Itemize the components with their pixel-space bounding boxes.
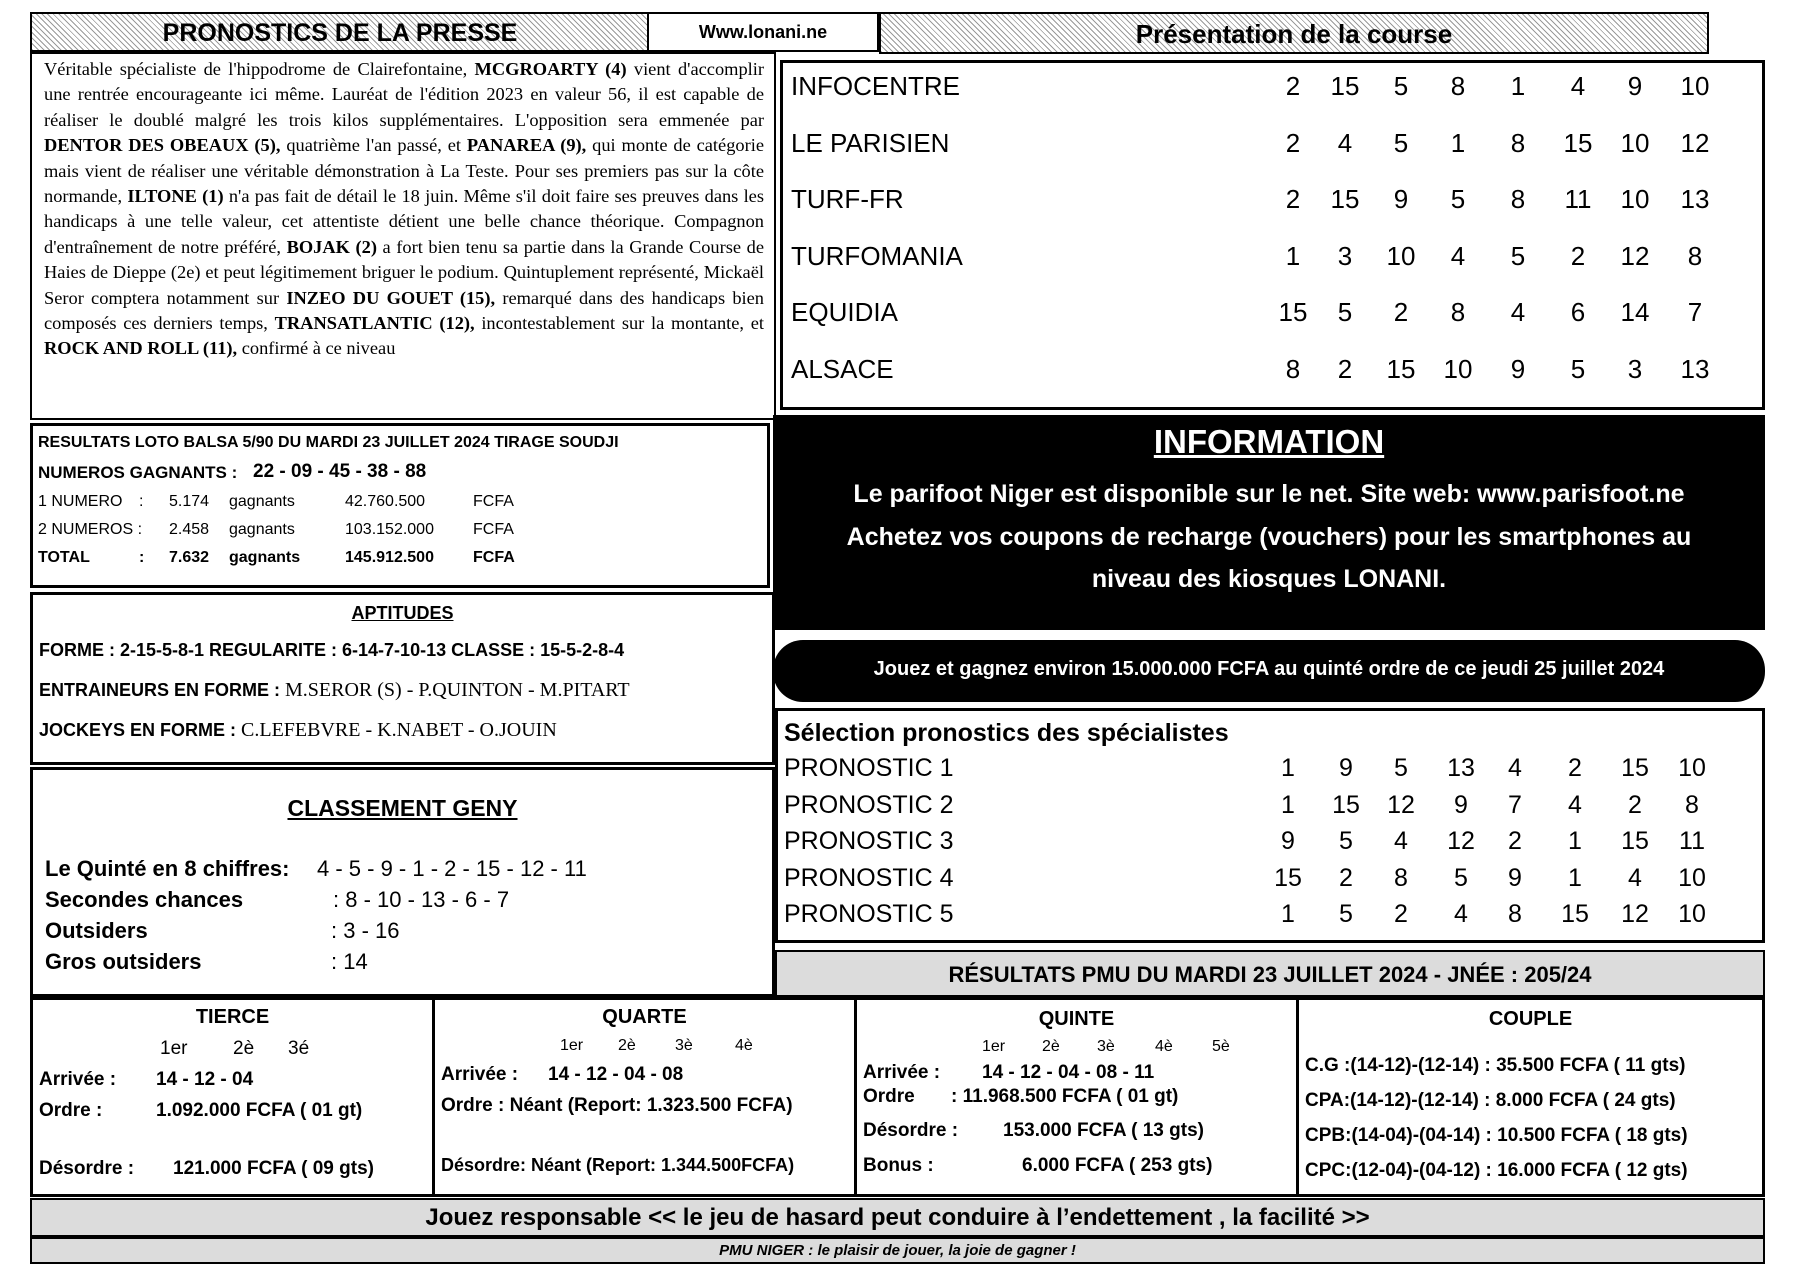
horse-number: 1: [1510, 71, 1526, 101]
horse-number: 9: [1339, 754, 1353, 782]
loto-count: 5.174: [169, 493, 210, 510]
tierce-ordre-label: Ordre :: [39, 1100, 103, 1121]
geny-value: : 14: [331, 949, 368, 974]
geny-value: : 8 - 10 - 13 - 6 - 7: [333, 887, 510, 912]
horse-number: 10: [1678, 863, 1706, 892]
quinte-ordre-label: Ordre: [863, 1086, 915, 1107]
horse-number: 8: [1450, 297, 1466, 327]
geny-value: : 3 - 16: [331, 918, 400, 943]
tierce-ordre: 1.092.000 FCFA ( 01 gt): [156, 1100, 363, 1121]
loto-label: 2 NUMEROS :: [38, 521, 143, 538]
horse-number: 2: [1285, 127, 1301, 158]
loto-winning-numbers: 22 - 09 - 45 - 38 - 88: [253, 461, 427, 482]
geny-label: Outsiders: [45, 918, 148, 943]
horse-number: 8: [1510, 127, 1526, 158]
horse-number: 8: [1394, 863, 1408, 892]
horse-number: 5: [1339, 827, 1353, 855]
horse-number: 8: [1285, 353, 1301, 384]
tierce-desordre: 121.000 FCFA ( 09 gts): [173, 1158, 374, 1179]
quinte-place-4: 4è: [1155, 1038, 1173, 1055]
article-text: vient d'accomplir une rentrée encourageante ici même. Lauréat de l'édition 2023 en valeur 56, il est capable de réaliser le doublé malgré les trois kilos supplémentaires. L'opposition sera emmenée par: [44, 59, 764, 130]
horse-number: 4: [1450, 240, 1466, 271]
article-text: incontestablement sur la montante, et: [474, 313, 764, 334]
couple-cg: C.G :(14-12)-(12-14) : 35.500 FCFA ( 11 gts): [1305, 1055, 1686, 1076]
presentation-header: [879, 12, 1709, 54]
horse-number: 9: [1393, 184, 1409, 214]
couple-cpa: CPA:(14-12)-(12-14) : 8.000 FCFA ( 24 gts): [1305, 1090, 1676, 1111]
horse-number: 12: [1387, 790, 1415, 819]
pronostic-name: PRONOSTIC 1: [784, 754, 954, 782]
horse-number: 15: [1621, 827, 1649, 855]
horse-number: 10: [1620, 184, 1650, 214]
couple-cpc: CPC:(12-04)-(04-12) : 16.000 FCFA ( 12 gts): [1305, 1160, 1688, 1181]
horse-number: 2: [1339, 863, 1353, 892]
article-text: qui monte de catégorie mais vient de réaliser une véritable démonstration à La Teste. Pour ses premiers pas sur la côte normande,: [44, 135, 764, 207]
aptitudes-title: APTITUDES: [351, 603, 454, 623]
presentation-row: [783, 297, 1762, 337]
horse-number: 12: [1447, 827, 1475, 855]
information-line-2: Achetez vos coupons de recharge (vouchers) pour les smartphones au: [846, 523, 1692, 551]
tierce-place-3: 3é: [288, 1038, 310, 1059]
article-text: Véritable spécialiste de l'hippodrome de Clairefontaine,: [44, 59, 475, 79]
horse-number: 3: [1627, 353, 1643, 384]
horse-number: 9: [1510, 353, 1526, 384]
tierce-title: TIERCE: [195, 1006, 270, 1028]
loto-results: [30, 423, 770, 588]
horse-number: 1: [1281, 790, 1295, 819]
quarte-place-4: 4è: [735, 1037, 753, 1054]
horse-number: 15: [1278, 297, 1308, 327]
horse-number: 10: [1678, 754, 1706, 782]
horse-name: ILTONE (1): [127, 186, 224, 207]
couple-cpb: CPB:(14-04)-(04-14) : 10.500 FCFA ( 18 gts): [1305, 1125, 1688, 1146]
quarte-place-1: 1er: [560, 1037, 584, 1054]
horse-number: 6: [1570, 297, 1586, 327]
article-text: remarqué dans des handicaps bien composés ces derniers temps,: [44, 287, 765, 334]
quarte-place-3: 3è: [675, 1037, 693, 1054]
couple-title: COUPLE: [1488, 1008, 1573, 1030]
tierce-desordre-label: Désordre :: [39, 1158, 135, 1179]
loto-count: 7.632: [169, 549, 210, 566]
horse-number: 4: [1394, 827, 1408, 855]
horse-name: ROCK AND ROLL (11),: [44, 338, 238, 359]
quinte-banner-text: Jouez et gagnez environ 15.000.000 FCFA au quinté ordre de ce jeudi 25 juillet 2024: [873, 658, 1665, 680]
horse-number: 10: [1680, 71, 1710, 101]
horse-number: 8: [1508, 900, 1522, 928]
horse-number: 15: [1386, 353, 1416, 384]
pronostic-row: [778, 864, 1762, 898]
geny-value: 4 - 5 - 9 - 1 - 2 - 15 - 12 - 11: [317, 856, 587, 881]
horse-number: 5: [1337, 297, 1353, 327]
horse-name: PANAREA (9),: [466, 135, 587, 156]
loto-amount: 42.760.500: [345, 493, 426, 510]
loto-cur: FCFA: [473, 549, 515, 566]
horse-number: 2: [1570, 240, 1586, 271]
quinte-ordre: : 11.968.500 FCFA ( 01 gt): [951, 1086, 1179, 1107]
horse-number: 10: [1620, 127, 1650, 158]
press-header: [30, 12, 650, 52]
horse-number: 7: [1508, 790, 1522, 819]
slogan-banner: [30, 1237, 1765, 1264]
presentation-row: [783, 184, 1762, 224]
horse-number: 4: [1454, 900, 1468, 928]
horse-number: 15: [1561, 900, 1589, 928]
horse-number: 2: [1628, 790, 1642, 819]
horse-number: 10: [1386, 240, 1416, 271]
horse-name: DENTOR DES OBEAUX (5),: [44, 135, 281, 156]
article-text: confirmé à ce niveau: [237, 338, 396, 359]
horse-number: 13: [1680, 353, 1710, 384]
quinte-bonus: 6.000 FCFA ( 253 gts): [1022, 1155, 1213, 1176]
source-name: ALSACE: [791, 353, 894, 384]
horse-number: 14: [1620, 297, 1650, 327]
horse-number: 1: [1568, 827, 1582, 855]
tierce-box: [30, 997, 435, 1197]
quarte-place-2: 2è: [618, 1037, 636, 1054]
geny-title: CLASSEMENT GENY: [287, 795, 518, 821]
horse-name: INZEO DU GOUET (15),: [286, 287, 496, 308]
quinte-desordre: 153.000 FCFA ( 13 gts): [1003, 1120, 1204, 1141]
horse-number: 10: [1443, 353, 1473, 384]
pronostic-row: [778, 827, 1762, 861]
horse-number: 9: [1454, 790, 1468, 819]
loto-label: 1 NUMERO: [38, 493, 123, 510]
horse-number: 5: [1393, 127, 1409, 158]
geny-label: Secondes chances: [45, 887, 244, 912]
quinte-place-2: 2è: [1042, 1038, 1060, 1055]
geny-label: Gros outsiders: [45, 949, 202, 974]
aptitudes-entraineurs: [39, 679, 630, 702]
presentation-table: [780, 60, 1765, 410]
selection-title: Sélection pronostics des spécialistes: [784, 719, 1229, 747]
source-name: EQUIDIA: [791, 297, 898, 327]
horse-number: 4: [1510, 297, 1526, 327]
pronostic-name: PRONOSTIC 3: [784, 827, 954, 855]
article-text: n'a pas fait de détail le 18 juin. Même s'il doit faire ses preuves dans les handicaps à une telle valeur, cet attentiste détient une belle chance théorique. Compagnon d'entraînement de notre préféré,: [44, 186, 765, 257]
information-title: INFORMATION: [1153, 423, 1385, 460]
quinte-desordre-label: Désordre :: [863, 1120, 959, 1141]
horse-number: 1: [1450, 127, 1466, 158]
horse-number: 15: [1330, 184, 1360, 214]
horse-number: 5: [1339, 900, 1353, 928]
horse-number: 8: [1685, 790, 1699, 819]
horse-number: 7: [1687, 297, 1703, 327]
quinte-arrivee-label: Arrivée :: [863, 1062, 941, 1083]
website-box: [647, 12, 879, 52]
quinte-place-1: 1er: [982, 1038, 1006, 1055]
aptitudes-forme: FORME : 2-15-5-8-1 REGULARITE : 6-14-7-10-13 CLASSE : 15-5-2-8-4: [39, 640, 625, 660]
aptitudes-box: [30, 592, 775, 765]
horse-number: 13: [1447, 754, 1475, 782]
quinte-bonus-label: Bonus :: [863, 1155, 934, 1176]
horse-number: 5: [1510, 240, 1526, 271]
pmu-results-header: [775, 950, 1765, 997]
tierce-arrivee-label: Arrivée :: [39, 1069, 117, 1090]
quarte-title: QUARTE: [602, 1006, 687, 1028]
responsible-text: Jouez responsable << le jeu de hasard peut conduire à l’endettement , la facilité >>: [425, 1204, 1370, 1231]
quarte-arrivee-label: Arrivée :: [441, 1064, 519, 1085]
press-title: PRONOSTICS DE LA PRESSE: [162, 19, 518, 47]
horse-number: 8: [1687, 240, 1703, 271]
presentation-row: [783, 128, 1762, 168]
horse-number: 9: [1281, 827, 1295, 855]
slogan-text: PMU NIGER : le plaisir de jouer, la joie de gagner !: [719, 1242, 1076, 1259]
horse-number: 15: [1621, 754, 1649, 782]
presentation-row: [783, 241, 1762, 281]
horse-number: 2: [1568, 754, 1582, 782]
source-name: LE PARISIEN: [791, 127, 950, 158]
horse-name: MCGROARTY (4): [474, 59, 627, 79]
quinte-banner: [773, 640, 1765, 702]
couple-box: [1296, 997, 1765, 1197]
loto-count: 2.458: [169, 521, 210, 538]
selection-box: [775, 708, 1765, 943]
horse-number: 5: [1454, 863, 1468, 892]
pronostic-row: [778, 754, 1762, 788]
horse-number: 5: [1570, 353, 1586, 384]
horse-number: 4: [1568, 790, 1582, 819]
pmu-results-title: RÉSULTATS PMU DU MARDI 23 JUILLET 2024 - JNÉE : 205/24: [948, 962, 1592, 987]
horse-number: 5: [1450, 184, 1466, 214]
horse-number: 10: [1678, 900, 1706, 928]
presentation-row: [783, 71, 1762, 111]
quarte-desordre: Désordre: Néant (Report: 1.344.500FCFA): [441, 1155, 795, 1175]
presentation-row: [783, 354, 1762, 394]
horse-number: 2: [1285, 184, 1301, 214]
horse-name: BOJAK (2): [286, 236, 377, 257]
geny-box: [30, 767, 775, 997]
horse-number: 15: [1332, 790, 1360, 819]
horse-number: 1: [1281, 754, 1295, 782]
horse-number: 3: [1337, 240, 1353, 271]
presentation-title: Présentation de la course: [1135, 19, 1453, 49]
pronostic-name: PRONOSTIC 4: [784, 863, 954, 892]
loto-amount: 145.912.500: [345, 549, 434, 566]
quarte-box: [432, 997, 857, 1197]
loto-amount: 103.152.000: [345, 521, 434, 538]
horse-number: 11: [1679, 827, 1705, 855]
source-name: TURF-FR: [791, 184, 904, 214]
horse-number: 8: [1450, 71, 1466, 101]
loto-label: TOTAL: [38, 549, 90, 566]
loto-cur: FCFA: [473, 493, 514, 510]
jockeys-label: JOCKEYS EN FORME :: [39, 720, 242, 740]
horse-number: 8: [1510, 184, 1526, 214]
pronostic-name: PRONOSTIC 5: [784, 900, 954, 928]
quinte-arrivee: 14 - 12 - 04 - 08 - 11: [982, 1062, 1155, 1083]
horse-number: 15: [1274, 863, 1302, 892]
horse-name: TRANSATLANTIC (12),: [274, 313, 475, 334]
loto-unit: gagnants: [229, 521, 295, 538]
horse-number: 9: [1627, 71, 1643, 101]
loto-unit: gagnants: [229, 549, 301, 566]
quinte-box: [854, 997, 1299, 1197]
horse-number: 1: [1281, 900, 1295, 928]
entraineurs-label: ENTRAINEURS EN FORME :: [39, 680, 286, 700]
loto-cur: FCFA: [473, 521, 514, 538]
quinte-place-3: 3è: [1097, 1038, 1115, 1055]
quinte-place-5: 5è: [1212, 1038, 1230, 1055]
loto-sep: :: [139, 549, 145, 566]
information-line-1: Le parifoot Niger est disponible sur le net. Site web: www.parisfoot.ne: [853, 480, 1685, 508]
horse-number: 1: [1568, 863, 1582, 892]
quinte-title: QUINTE: [1038, 1008, 1115, 1030]
geny-label: Le Quinté en 8 chiffres:: [45, 856, 290, 881]
pronostic-row: [778, 900, 1762, 934]
horse-number: 15: [1563, 127, 1593, 158]
horse-number: 4: [1508, 754, 1522, 782]
quarte-ordre: Ordre : Néant (Report: 1.323.500 FCFA): [441, 1095, 793, 1116]
entraineurs-value: M.SEROR (S) - P.QUINTON - M.PITART: [285, 679, 630, 701]
horse-number: 12: [1680, 127, 1710, 158]
quarte-arrivee: 14 - 12 - 04 - 08: [548, 1064, 684, 1085]
tierce-arrivee: 14 - 12 - 04: [156, 1069, 254, 1090]
horse-number: 12: [1621, 900, 1649, 928]
responsible-banner: [30, 1198, 1765, 1237]
article-text: a fort bien tenu sa partie dans la Grande Course de Haies de Dieppe (2e) et peut légitimement briguer le podium. Quintuplement représenté, Mickaël Seror comptera notamment sur: [44, 236, 764, 308]
horse-number: 4: [1628, 863, 1642, 892]
pronostic-name: PRONOSTIC 2: [784, 790, 954, 819]
horse-number: 1: [1285, 240, 1301, 271]
loto-unit: gagnants: [229, 493, 295, 510]
loto-title: RESULTATS LOTO BALSA 5/90 DU MARDI 23 JUILLET 2024 TIRAGE SOUDJI: [38, 434, 619, 451]
loto-winning-label: NUMEROS GAGNANTS :: [38, 463, 238, 482]
source-name: INFOCENTRE: [791, 71, 960, 101]
loto-sep: :: [139, 493, 144, 510]
aptitudes-jockeys: [39, 719, 557, 742]
horse-number: 5: [1393, 71, 1409, 101]
horse-number: 5: [1394, 754, 1408, 782]
tierce-place-1: 1er: [160, 1038, 188, 1059]
press-article: [30, 52, 776, 420]
horse-number: 2: [1508, 827, 1522, 855]
horse-number: 4: [1570, 71, 1586, 101]
information-line-3: niveau des kiosques LONANI.: [1091, 565, 1447, 593]
article-text: quatrième l'an passé, et: [280, 135, 467, 156]
horse-number: 15: [1330, 71, 1360, 101]
horse-number: 4: [1337, 127, 1353, 158]
horse-number: 9: [1508, 863, 1522, 892]
horse-number: 2: [1285, 71, 1301, 101]
pronostic-row: [778, 791, 1762, 825]
source-name: TURFOMANIA: [791, 240, 963, 271]
horse-number: 12: [1620, 240, 1650, 271]
horse-number: 2: [1393, 297, 1409, 327]
information-box: [773, 415, 1765, 630]
tierce-place-2: 2è: [233, 1038, 255, 1059]
website-link[interactable]: Www.lonani.ne: [698, 22, 828, 42]
horse-number: 2: [1394, 900, 1408, 928]
horse-number: 11: [1564, 184, 1592, 214]
horse-number: 2: [1337, 353, 1353, 384]
horse-number: 13: [1680, 184, 1710, 214]
jockeys-value: C.LEFEBVRE - K.NABET - O.JOUIN: [241, 719, 557, 741]
